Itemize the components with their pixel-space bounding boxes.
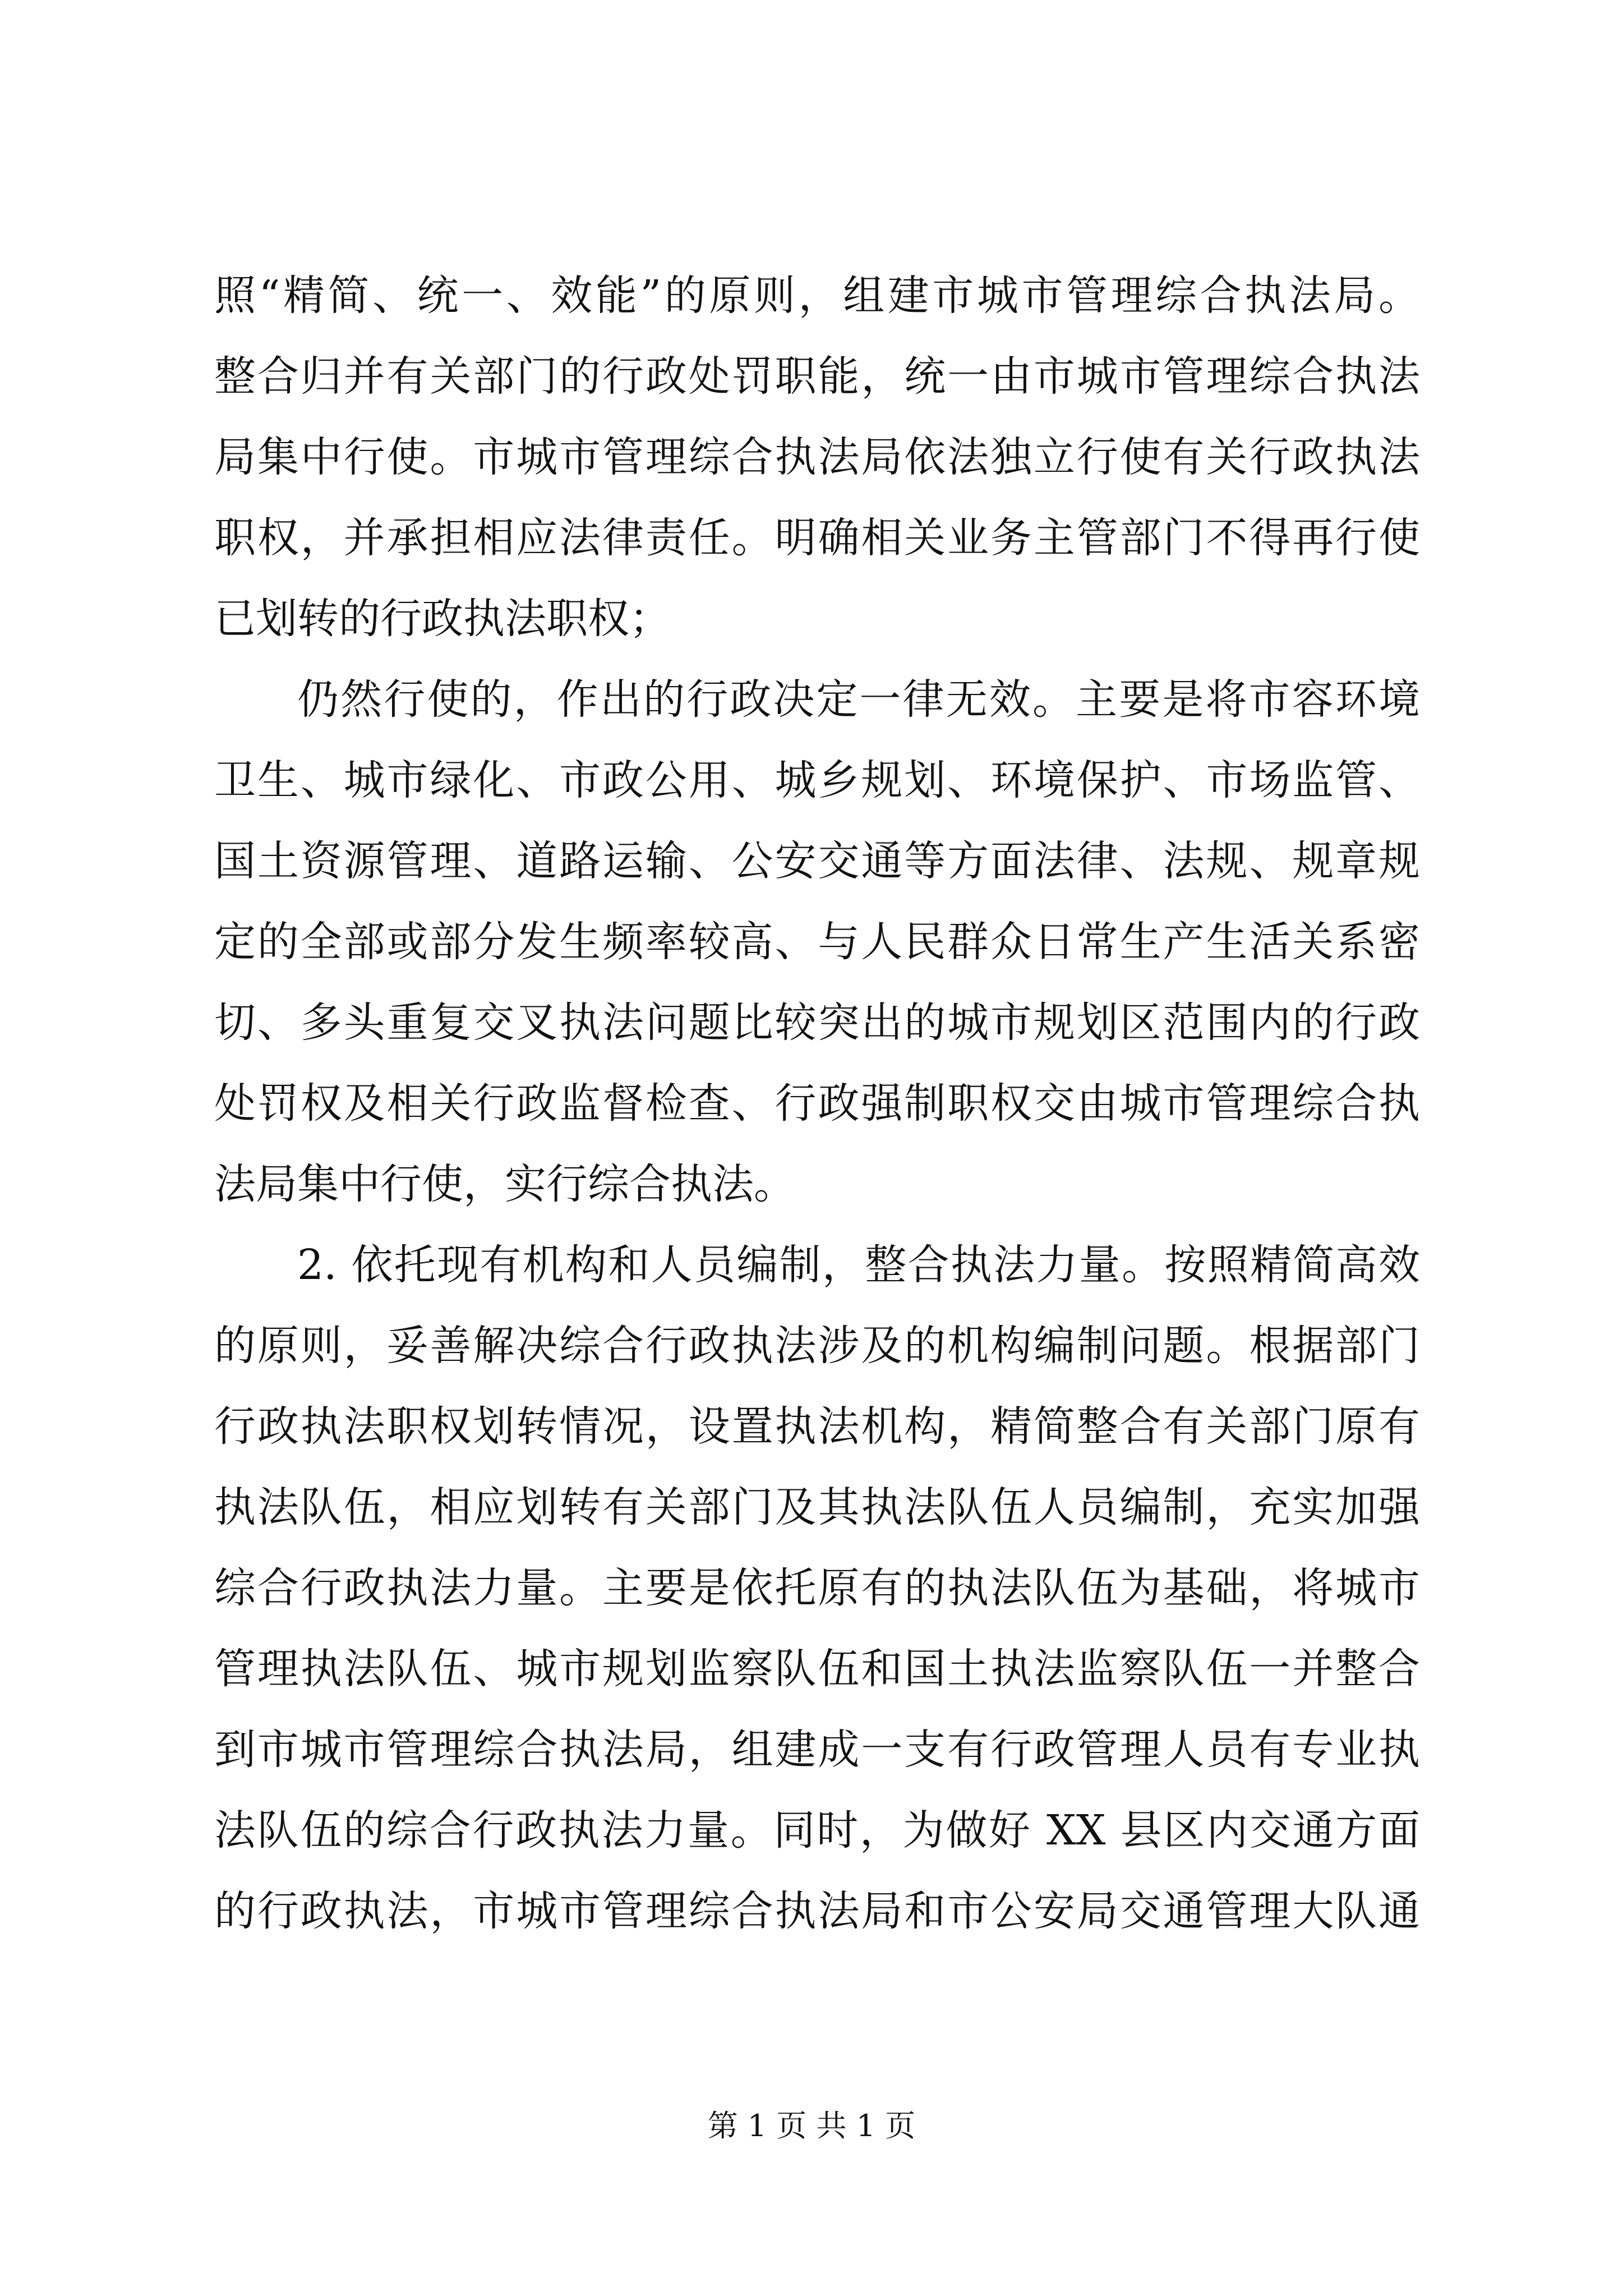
text-line: 法局集中行使，实行综合执法。 [214,1160,795,1208]
text-line: 行政执法职权划转情况，设置执法机构，精简整合有关部门原有 [214,1402,1420,1451]
text-line: 定的全部或部分发生频率较高、与人民群众日常生产生活关系密 [214,918,1420,966]
text-line: 2. 依托现有机构和人员编制，整合执法力量。按照精简高效 [297,1241,1420,1289]
text-line: 照“精简、统一、效能”的原则，组建市城市管理综合执法局。 [214,272,1420,320]
text-line: 整合归并有关部门的行政处罚职能，统一由市城市管理综合执法 [214,352,1420,401]
page-footer: 第 1 页 共 1 页 [707,2108,916,2143]
text-line: 管理执法队伍、城市规划监察队伍和国土执法监察队伍一并整合 [214,1645,1420,1693]
text-line: 局集中行使。市城市管理综合执法局依法独立行使有关行政执法 [214,433,1420,481]
text-line: 已划转的行政执法职权； [214,595,671,643]
text-line: 国土资源管理、道路运输、公安交通等方面法律、法规、规章规 [214,837,1420,885]
text-line: 卫生、城市绿化、市政公用、城乡规划、环境保护、市场监管、 [214,756,1420,804]
text-line: 执法队伍，相应划转有关部门及其执法队伍人员编制，充实加强 [214,1483,1420,1531]
document-body [214,255,1420,1952]
text-line: 的原则，妥善解决综合行政执法涉及的机构编制问题。根据部门 [214,1322,1420,1370]
text-line: 的行政执法，市城市管理综合执法局和市公安局交通管理大队通 [214,1887,1420,1935]
text-line: 处罚权及相关行政监督检查、行政强制职权交由城市管理综合执 [214,1079,1420,1128]
text-line: 仍然行使的，作出的行政决定一律无效。主要是将市容环境 [297,675,1420,724]
text-line: 切、多头重复交叉执法问题比较突出的城市规划区范围内的行政 [214,999,1420,1047]
text-line: 法队伍的综合行政执法力量。同时，为做好 XX 县区内交通方面 [214,1806,1420,1855]
text-line: 到市城市管理综合执法局，组建成一支有行政管理人员有专业执 [214,1726,1420,1774]
text-line: 职权，并承担相应法律责任。明确相关业务主管部门不得再行使 [214,514,1420,562]
text-line: 综合行政执法力量。主要是依托原有的执法队伍为基础，将城市 [214,1564,1420,1612]
